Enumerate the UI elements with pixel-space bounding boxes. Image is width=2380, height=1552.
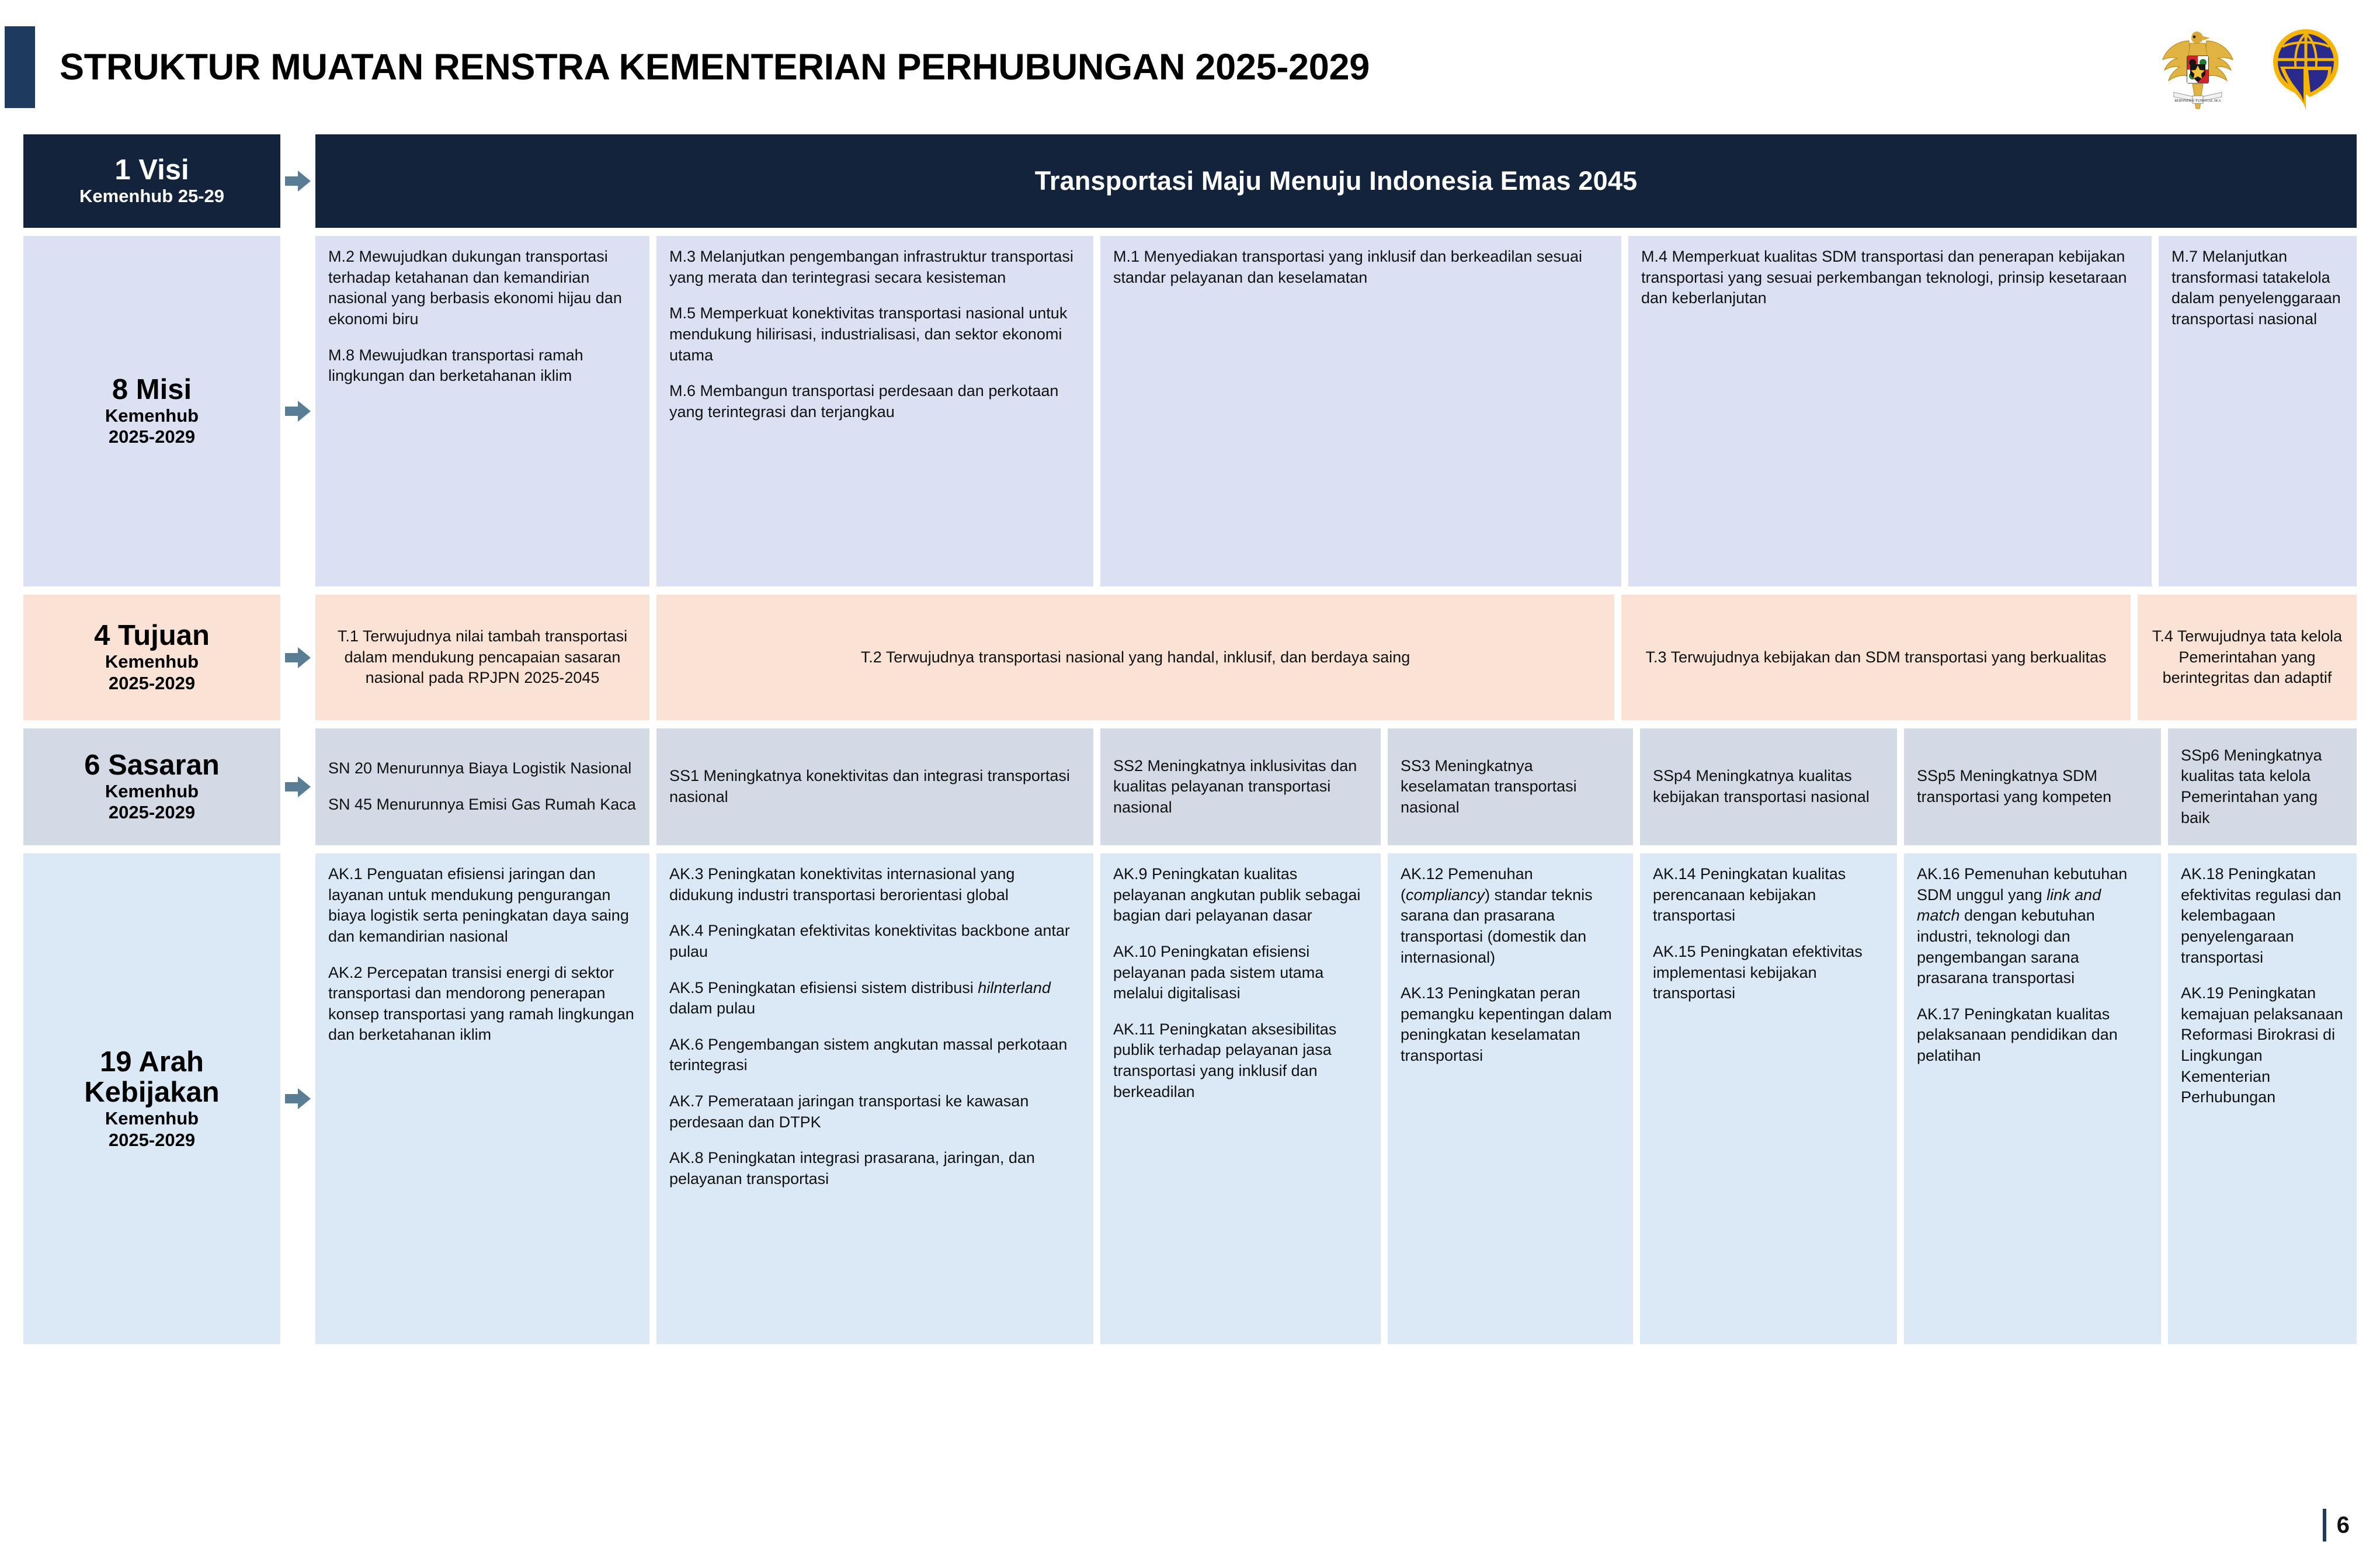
arrow-misi: [280, 236, 315, 586]
ak-item: AK.11 Peningkatan aksesibilitas publik terhadap pelayanan jasa transportasi yang inklusif dan berkeadilan: [1113, 1020, 1337, 1100]
page-title: STRUKTUR MUATAN RENSTRA KEMENTERIAN PERHUBUNGAN 2025-2029: [60, 47, 1370, 88]
header-accent-bar: [5, 26, 35, 108]
row-sasaran: [23, 728, 2357, 845]
renstra-structure-diagram: [0, 134, 2380, 1344]
arrow-arah-kebijakan: [280, 853, 315, 1344]
arrow-sasaran: [280, 728, 315, 845]
ak-cell-2: [656, 853, 1093, 1344]
tujuan-label-sub2: 2025-2029: [108, 672, 196, 693]
misi-item: M.8 Mewujudkan transportasi ramah lingkungan dan berketahanan iklim: [328, 346, 583, 385]
row-label-visi: [23, 134, 280, 228]
arrow-visi: [280, 134, 315, 228]
kementerian-perhubungan-logo-icon: [2270, 23, 2343, 111]
visi-banner: Transportasi Maju Menuju Indonesia Emas 2045: [315, 134, 2357, 228]
page-number: [2323, 1509, 2350, 1541]
ak-item: AK.16 Pemenuhan kebutuhan SDM unggul yang link and match dengan kebutuhan industri, teknologi dan pengembangan sarana prasarana transportasi: [1917, 865, 2128, 987]
arrow-tujuan: [280, 595, 315, 720]
row-misi: [23, 236, 2357, 586]
sasaran-label-sub1: Kemenhub: [105, 780, 199, 801]
arrow-right-icon: [284, 1085, 312, 1113]
ak-label-sub2: 2025-2029: [108, 1129, 196, 1150]
row-arah-kebijakan: [23, 853, 2357, 1344]
ak-cell-1: [315, 853, 649, 1344]
ak-item: AK.7 Pemerataan jaringan transportasi ke kawasan perdesaan dan DTPK: [669, 1092, 1029, 1131]
arrow-right-icon: [284, 644, 312, 672]
sasaran-cell-1: [315, 728, 649, 845]
ak-item: AK.3 Peningkatan konektivitas internasional yang didukung industri transportasi berorientasi global: [669, 865, 1015, 904]
spacer: [23, 586, 2357, 595]
header-logos: [2160, 23, 2343, 111]
ak-item: AK.18 Peningkatan efektivitas regulasi dan kelembagaan penyelengaraan transportasi: [2181, 865, 2341, 966]
sasaran-cell-6: SSp5 Meningkatnya SDM transportasi yang kompeten: [1904, 728, 2161, 845]
ak-cell-6: [1904, 853, 2161, 1344]
sasaran-cell-7: SSp6 Meningkatnya kualitas tata kelola Pemerintahan yang baik: [2168, 728, 2357, 845]
ak-item: AK.6 Pengembangan sistem angkutan massal perkotaan terintegrasi: [669, 1035, 1068, 1074]
tujuan-cell-2: T.2 Terwujudnya transportasi nasional yang handal, inklusif, dan berdaya saing: [656, 595, 1614, 720]
row-label-tujuan: [23, 595, 280, 720]
ak-cell-5: [1640, 853, 1897, 1344]
tujuan-cell-4: T.4 Terwujudnya tata kelola Pemerintahan yang berintegritas dan adaptif: [2138, 595, 2357, 720]
sasaran-item: SN 45 Menurunnya Emisi Gas Rumah Kaca: [328, 796, 636, 813]
arrow-right-icon: [284, 167, 312, 195]
ak-label-title-2: Kebijakan: [84, 1077, 220, 1109]
ak-label-sub1: Kemenhub: [105, 1108, 199, 1129]
misi-item: M.3 Melanjutkan pengembangan infrastruktur transportasi yang merata dan terintegrasi secara kesisteman: [669, 248, 1073, 286]
sasaran-label-sub2: 2025-2029: [108, 802, 196, 823]
row-tujuan: [23, 595, 2357, 720]
misi-cell-3: [1100, 236, 1621, 586]
row-label-sasaran: [23, 728, 280, 845]
ak-item: AK.15 Peningkatan efektivitas implementasi kebijakan transportasi: [1653, 942, 1863, 1002]
tujuan-cell-1: T.1 Terwujudnya nilai tambah transportasi dalam mendukung pencapaian sasaran nasional pada RPJPN 2025-2045: [315, 595, 649, 720]
misi-item: M.2 Mewujudkan dukungan transportasi terhadap ketahanan dan kemandirian nasional yang berbasis ekonomi hijau dan ekonomi biru: [328, 248, 622, 328]
ak-cell-4: [1388, 853, 1633, 1344]
sasaran-cell-4: SS3 Meningkatnya keselamatan transportasi nasional: [1388, 728, 1633, 845]
tujuan-label-title: 4 Tujuan: [94, 620, 210, 652]
row-visi: [23, 134, 2357, 228]
page-number-value: 6: [2336, 1512, 2350, 1538]
svg-text:BHINNEKA TUNGGAL IKA: BHINNEKA TUNGGAL IKA: [2174, 99, 2221, 103]
row-label-misi: [23, 236, 280, 586]
misi-label-sub1: Kemenhub: [105, 405, 199, 426]
misi-cell-5: [2159, 236, 2357, 586]
ak-item: AK.19 Peningkatan kemajuan pelaksanaan Reformasi Birokrasi di Lingkungan Kementerian Perhubungan: [2181, 984, 2343, 1106]
ak-label-title-1: 19 Arah: [100, 1046, 204, 1078]
misi-cell-2: [656, 236, 1093, 586]
spacer: [23, 845, 2357, 853]
ak-item: AK.13 Peningkatan peran pemangku kepentingan dalam peningkatan keselamatan transportasi: [1401, 984, 1612, 1064]
sasaran-label-title: 6 Sasaran: [84, 749, 220, 781]
misi-item: M.7 Melanjutkan transformasi tatakelola dalam penyelenggaraan transportasi nasional: [2171, 248, 2341, 328]
sasaran-item: SN 20 Menurunnya Biaya Logistik Nasional: [328, 759, 632, 777]
ak-cell-7: [2168, 853, 2357, 1344]
page-number-rule: [2323, 1509, 2326, 1541]
spacer: [23, 228, 2357, 236]
misi-item: M.1 Menyediakan transportasi yang inklusif dan berkeadilan sesuai standar pelayanan dan keselamatan: [1113, 248, 1582, 286]
visi-label-subtitle: Kemenhub 25-29: [79, 186, 225, 207]
page-header: [0, 0, 2380, 134]
ak-item: AK.12 Pemenuhan (compliancy) standar teknis sarana dan prasarana transportasi (domestik dan internasional): [1401, 865, 1593, 966]
ak-item: AK.9 Peningkatan kualitas pelayanan angkutan publik sebagai bagian dari pelayanan dasar: [1113, 865, 1361, 925]
misi-label-title: 8 Misi: [112, 373, 192, 405]
sasaran-cell-2: SS1 Meningkatnya konektivitas dan integrasi transportasi nasional: [656, 728, 1093, 845]
sasaran-cell-3: SS2 Meningkatnya inklusivitas dan kualitas pelayanan transportasi nasional: [1100, 728, 1381, 845]
ak-item: AK.14 Peningkatan kualitas perencanaan kebijakan transportasi: [1653, 865, 1846, 925]
tujuan-cell-3: T.3 Terwujudnya kebijakan dan SDM transportasi yang berkualitas: [1621, 595, 2131, 720]
tujuan-label-sub1: Kemenhub: [105, 651, 199, 672]
misi-item: M.4 Memperkuat kualitas SDM transportasi dan penerapan kebijakan transportasi yang sesuai perkembangan teknologi, prinsip kesetaraan dan keberlanjutan: [1641, 248, 2127, 307]
visi-label-title: 1 Visi: [114, 154, 189, 186]
misi-cell-1: [315, 236, 649, 586]
misi-item: M.5 Memperkuat konektivitas transportasi nasional untuk mendukung hilirisasi, industrialisasi, dan sektor ekonomi utama: [669, 304, 1068, 364]
ak-item: AK.10 Peningkatan efisiensi pelayanan pada sistem utama melalui digitalisasi: [1113, 942, 1324, 1002]
ak-item: AK.17 Peningkatan kualitas pelaksanaan pendidikan dan pelatihan: [1917, 1005, 2118, 1064]
arrow-right-icon: [284, 773, 312, 801]
ak-item: AK.8 Peningkatan integrasi prasarana, jaringan, dan pelayanan transportasi: [669, 1149, 1035, 1188]
ak-item: AK.4 Peningkatan efektivitas konektivitas backbone antar pulau: [669, 922, 1070, 960]
ak-item: AK.1 Penguatan efisiensi jaringan dan layanan untuk mendukung pengurangan biaya logistik serta peningkatan daya saing dan kemandirian nasional: [328, 865, 629, 945]
spacer: [23, 720, 2357, 728]
ak-cell-3: [1100, 853, 1381, 1344]
misi-cell-4: [1628, 236, 2152, 586]
misi-label-sub2: 2025-2029: [108, 426, 196, 447]
ak-item: AK.2 Percepatan transisi energi di sektor transportasi dan mendorong penerapan konsep transportasi yang ramah lingkungan dan berketahanan iklim: [328, 963, 634, 1044]
ak-item: AK.5 Peningkatan efisiensi sistem distribusi hilnterland dalam pulau: [669, 978, 1051, 1018]
sasaran-cell-5: SSp4 Meningkatnya kualitas kebijakan transportasi nasional: [1640, 728, 1897, 845]
row-label-arah-kebijakan: [23, 853, 280, 1344]
garuda-pancasila-emblem-icon: [2160, 23, 2236, 111]
arrow-right-icon: [284, 397, 312, 425]
misi-item: M.6 Membangun transportasi perdesaan dan perkotaan yang terintegrasi dan terjangkau: [669, 382, 1059, 421]
